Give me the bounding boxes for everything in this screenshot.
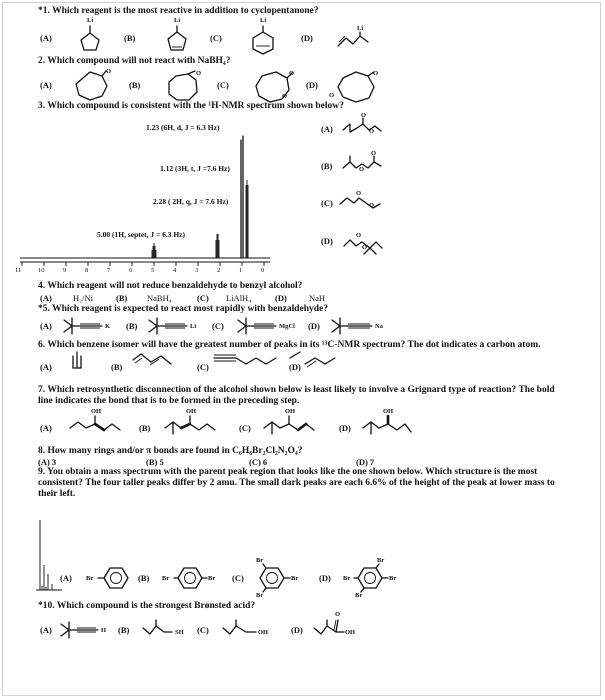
q9-c-br-top: Br <box>256 557 264 564</box>
q10-option-b-label[interactable]: (B) <box>118 625 130 635</box>
question-2-text: 2. Which compound will not react with NaBH₄? <box>38 56 231 66</box>
q2-option-c[interactable]: (C) <box>217 80 229 90</box>
q5-a-metal: K <box>105 323 111 330</box>
q3-option-d[interactable]: (D) <box>321 236 333 246</box>
q9-d-br-left: Br <box>343 575 351 582</box>
q5-c-metal: MgCl <box>279 323 295 330</box>
q6-option-b[interactable]: (B) <box>111 362 123 372</box>
q2-option-b[interactable]: (B) <box>129 80 141 90</box>
q3-a-carbonyl-o: O <box>361 112 367 119</box>
q3-option-a[interactable]: (A) <box>321 124 333 134</box>
nmr-tick-7: 7 <box>107 267 111 274</box>
nmr-tick-5: 5 <box>151 267 155 274</box>
q6-option-a[interactable]: (A) <box>40 362 52 372</box>
question-4-text: 4. Which reagent will not reduce benzaldehyde to benzyl alcohol? <box>38 281 303 291</box>
q8-option-a[interactable]: (A) 3 <box>38 457 57 467</box>
q6-option-c[interactable]: (C) <box>197 362 209 372</box>
nmr-tick-11: 11 <box>15 267 22 274</box>
q9-a-br: Br <box>86 575 94 582</box>
nmr-tick-1: 1 <box>239 267 243 274</box>
q1-option-d[interactable]: (D) <box>301 33 313 43</box>
q10-b-group: SH <box>175 629 184 636</box>
nmr-tick-0: 0 <box>261 267 265 274</box>
nmr-tick-3: 3 <box>195 267 199 274</box>
q1-option-a[interactable]: (A) <box>40 33 52 43</box>
nmr-peak-label-2: 1.12 (3H, t, J =7.6 Hz) <box>160 164 230 173</box>
q10-d-carbonyl-o: O <box>335 611 341 618</box>
q6-option-d[interactable]: (D) <box>289 362 301 372</box>
q9-option-c[interactable]: (C) <box>232 573 244 583</box>
q3-c-ester-o: O <box>369 202 375 209</box>
q10-c-group: OH <box>258 629 269 636</box>
q4-option-b-label[interactable]: (B) <box>116 293 128 303</box>
q8-option-b[interactable]: (B) 5 <box>146 457 164 467</box>
q5-option-d-label[interactable]: (D) <box>308 321 320 331</box>
q4-option-c-label[interactable]: (C) <box>197 293 209 303</box>
q4-option-c-value: LiAlH₄ <box>226 293 252 303</box>
q9-b-br-right: Br <box>208 575 216 582</box>
question-8-text: 8. How many rings and/or π bonds are found in C₆H₆Br₂Cl₂N₂O₄? <box>38 446 303 456</box>
q10-b-thiol-structure <box>143 620 172 634</box>
q7-option-b[interactable]: (B) <box>139 423 151 433</box>
q4-option-d-value: NaH <box>309 293 326 303</box>
q1-option-b[interactable]: (B) <box>124 33 136 43</box>
nmr-tick-4: 4 <box>173 267 177 274</box>
q7-d-oh: OH <box>383 408 394 415</box>
question-10-text: *10. Which compound is the strongest Brønsted acid? <box>38 601 256 611</box>
q1-b-li-label: Li <box>174 17 181 24</box>
q10-option-d-label[interactable]: (D) <box>291 625 303 635</box>
q1-option-c[interactable]: (C) <box>210 33 222 43</box>
q5-d-metal: Na <box>375 323 383 330</box>
nmr-tick-2: 2 <box>217 267 221 274</box>
q9-option-a[interactable]: (A) <box>60 573 72 583</box>
question-6-text: 6. Which benzene isomer will have the greatest number of peaks in its ¹³C-NMR spectrum? The dot indicates a carbon atom. <box>38 340 541 350</box>
q2-option-a[interactable]: (A) <box>40 80 52 90</box>
q7-option-d[interactable]: (D) <box>339 423 351 433</box>
nmr-tick-6: 6 <box>129 267 133 274</box>
q3-b-carbonyl-o: O <box>371 150 377 157</box>
q9-b-br-left: Br <box>162 575 170 582</box>
q7-c-oh: OH <box>285 408 296 415</box>
q2-d-o2-label: O <box>329 92 335 99</box>
q10-option-c-label[interactable]: (C) <box>197 625 209 635</box>
q3-b-ester-o: O <box>359 166 365 173</box>
q5-option-b-label[interactable]: (B) <box>126 321 138 331</box>
q10-d-carboxylic-acid-structure <box>314 620 344 634</box>
q9-d-br-right: Br <box>389 575 397 582</box>
q10-option-a-label[interactable]: (A) <box>40 625 52 635</box>
nmr-peak-label-1: 1.23 (6H, d, J = 6.3 Hz) <box>146 123 220 132</box>
q10-c-alcohol-structure <box>223 620 256 634</box>
q2-d-o-label: O <box>373 70 379 77</box>
q1-c-li-label: Li <box>260 17 267 24</box>
nmr-peak-label-4: 5.00 (1H, septet, J = 6.3 Hz) <box>97 230 186 239</box>
q8-option-c[interactable]: (C) 6 <box>249 457 268 467</box>
question-3-text: 3. Which compound is consistent with the ¹H-NMR spectrum shown below? <box>38 101 344 111</box>
q3-option-c[interactable]: (C) <box>321 198 333 208</box>
q2-option-d[interactable]: (D) <box>306 80 318 90</box>
q4-option-b-value: NaBH₄ <box>147 293 172 303</box>
q9-c-br-right: Br <box>291 575 299 582</box>
q3-d-ester-o: O <box>362 244 368 251</box>
q2-c-o2-label: O <box>282 93 288 100</box>
q10-a-tbu-acetylene-structure <box>61 622 98 638</box>
question-9-text: 9. You obtain a mass spectrum with the parent peak region that looks like the one shown below. Which structure is the most consistent? The four taller peaks differ by 2 amu. The small dark peaks are each 6.6% of the height of the peak at lower mass to their left. <box>38 467 555 499</box>
q4-option-a-value: H₂/Ni <box>73 293 93 303</box>
question-7-text: 7. Which retrosynthetic disconnection of the alcohol shown below is least likely to involve a Grignard type of reaction? The bold line indicates the bond that is to be formed in the preceding step. <box>38 385 555 406</box>
nmr-peak-label-3: 2.28 ( 2H, q, J = 7.6 Hz) <box>153 197 229 206</box>
q5-option-c-label[interactable]: (C) <box>212 321 224 331</box>
q2-a-o-label: O <box>106 68 112 75</box>
q3-option-b[interactable]: (B) <box>321 161 333 171</box>
q9-d-br-top: Br <box>377 557 385 564</box>
q9-d-br-bottom: Br <box>355 592 363 599</box>
q1-a-li-label: Li <box>87 17 94 24</box>
q7-b-oh: OH <box>186 408 197 415</box>
q10-a-group: H <box>101 627 107 634</box>
q3-d-carbonyl-o: O <box>356 232 362 239</box>
q3-c-carbonyl-o: O <box>356 190 362 197</box>
q7-option-a[interactable]: (A) <box>40 423 52 433</box>
q2-b-o-label: O <box>196 70 202 77</box>
q4-option-a-label[interactable]: (A) <box>40 293 52 303</box>
q3-a-ester-o: O <box>369 128 375 135</box>
question-1-text: *1. Which reagent is the most reactive in addition to cyclopentanone? <box>38 6 319 16</box>
q7-a-oh: OH <box>91 408 102 415</box>
nmr-tick-9: 9 <box>63 267 67 274</box>
q5-b-metal: Li <box>190 323 197 330</box>
q9-c-br-bottom: Br <box>256 592 264 599</box>
q1-d-li-label: Li <box>357 25 364 32</box>
question-5-text: *5. Which reagent is expected to react most rapidly with benzaldehyde? <box>38 304 328 314</box>
q8-option-d[interactable]: (D) 7 <box>356 457 375 467</box>
q9-option-b[interactable]: (B) <box>138 573 150 583</box>
q2-c-o-label: O <box>289 70 295 77</box>
q10-d-group: OH <box>345 629 356 636</box>
q7-option-c[interactable]: (C) <box>239 423 251 433</box>
nmr-tick-8: 8 <box>85 267 89 274</box>
q4-option-d-label[interactable]: (D) <box>275 293 287 303</box>
q9-option-d[interactable]: (D) <box>319 573 331 583</box>
q5-option-a-label[interactable]: (A) <box>40 321 52 331</box>
nmr-tick-10: 10 <box>38 267 45 274</box>
